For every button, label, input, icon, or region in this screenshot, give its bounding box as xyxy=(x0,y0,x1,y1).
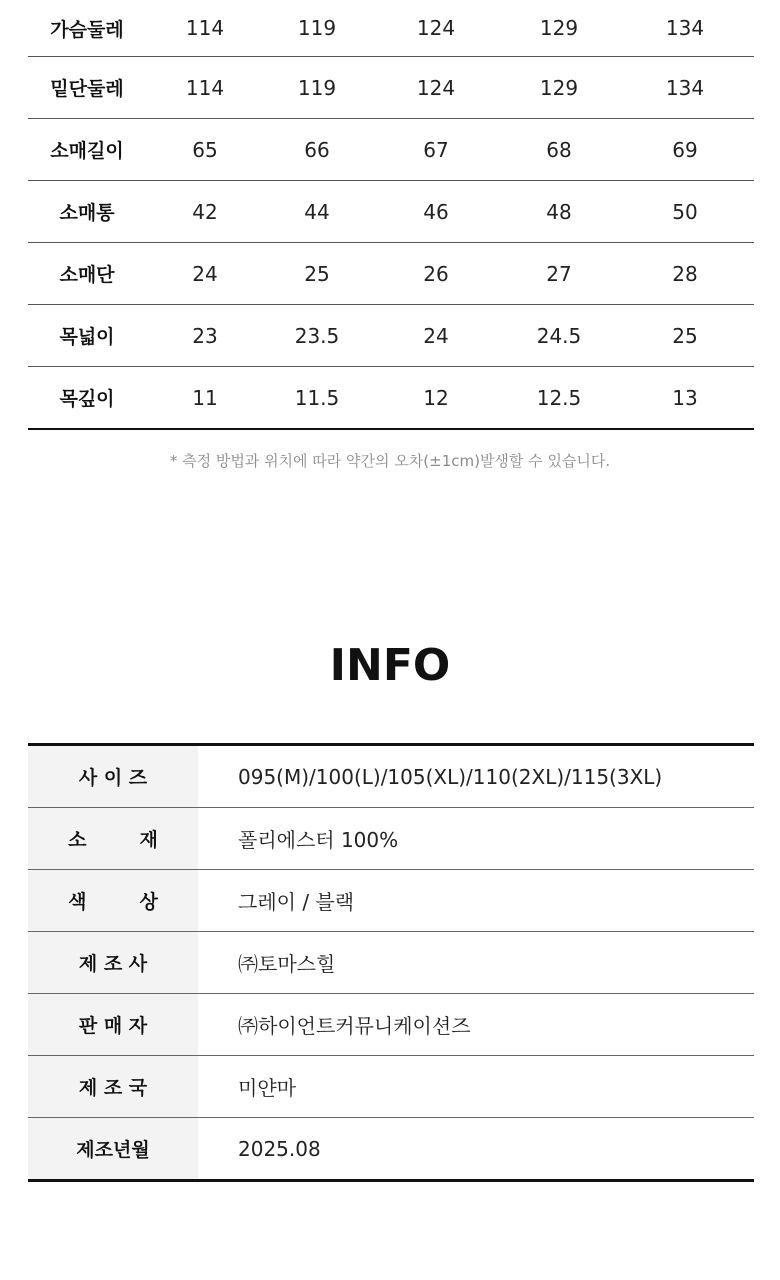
row-label: 밑단둘레 xyxy=(28,57,146,119)
size-cell: 24 xyxy=(146,243,264,305)
size-row-cuff xyxy=(28,243,754,305)
size-cell: 11.5 xyxy=(264,367,370,430)
size-cell: 134 xyxy=(616,57,754,119)
size-cell: 25 xyxy=(616,305,754,367)
size-cell: 50 xyxy=(616,181,754,243)
measurement-note: * 측정 방법과 위치에 따라 약간의 오차(±1cm)발생할 수 있습니다. xyxy=(169,452,611,470)
info-label-text: 색 상 xyxy=(68,891,158,913)
size-cell: 28 xyxy=(616,243,754,305)
size-cell: 13 xyxy=(616,367,754,430)
size-cell: 11 xyxy=(146,367,264,430)
size-cell: 129 xyxy=(502,0,616,57)
size-cell: 129 xyxy=(502,57,616,119)
row-label: 가슴둘레 xyxy=(28,0,146,57)
row-label: 소매단 xyxy=(28,243,146,305)
info-label-text: 사 이 즈 xyxy=(78,767,148,789)
info-label-text: 제조년월 xyxy=(76,1139,150,1161)
size-cell: 114 xyxy=(146,57,264,119)
info-label xyxy=(28,870,198,932)
info-label xyxy=(28,745,198,808)
size-cell: 124 xyxy=(370,57,502,119)
size-cell: 12 xyxy=(370,367,502,430)
size-cell: 66 xyxy=(264,119,370,181)
row-label: 목넓이 xyxy=(28,305,146,367)
size-cell: 134 xyxy=(616,0,754,57)
info-row-size xyxy=(28,745,754,808)
size-row-hem xyxy=(28,57,754,119)
info-value: ㈜토마스힐 xyxy=(198,932,754,994)
size-row-sleeve-length xyxy=(28,119,754,181)
info-value: 그레이 / 블랙 xyxy=(198,870,754,932)
info-row-country xyxy=(28,1056,754,1118)
info-label xyxy=(28,808,198,870)
size-cell: 44 xyxy=(264,181,370,243)
size-cell: 46 xyxy=(370,181,502,243)
size-table xyxy=(28,0,754,430)
size-cell: 12.5 xyxy=(502,367,616,430)
size-row-chest xyxy=(28,0,754,57)
info-label xyxy=(28,932,198,994)
size-cell: 25 xyxy=(264,243,370,305)
row-label: 목깊이 xyxy=(28,367,146,430)
size-row-sleeve-width xyxy=(28,181,754,243)
info-row-seller xyxy=(28,994,754,1056)
info-value: 폴리에스터 100% xyxy=(198,808,754,870)
size-cell: 26 xyxy=(370,243,502,305)
info-table xyxy=(28,743,754,1182)
info-value: 095(M)/100(L)/105(XL)/110(2XL)/115(3XL) xyxy=(198,745,754,808)
size-cell: 42 xyxy=(146,181,264,243)
row-label: 소매통 xyxy=(28,181,146,243)
info-label-text: 제 조 사 xyxy=(78,953,148,975)
info-value: 2025.08 xyxy=(198,1118,754,1181)
info-label xyxy=(28,1056,198,1118)
info-label-text: 제 조 국 xyxy=(78,1077,148,1099)
info-value: 미얀마 xyxy=(198,1056,754,1118)
size-cell: 24 xyxy=(370,305,502,367)
size-cell: 119 xyxy=(264,57,370,119)
size-row-neck-depth xyxy=(28,367,754,430)
info-value: ㈜하이언트커뮤니케이션즈 xyxy=(198,994,754,1056)
info-row-manufacturer xyxy=(28,932,754,994)
info-label-text: 판 매 자 xyxy=(78,1015,148,1037)
info-label xyxy=(28,994,198,1056)
info-row-material xyxy=(28,808,754,870)
size-cell: 67 xyxy=(370,119,502,181)
size-cell: 24.5 xyxy=(502,305,616,367)
size-cell: 114 xyxy=(146,0,264,57)
size-cell: 27 xyxy=(502,243,616,305)
info-row-color xyxy=(28,870,754,932)
size-row-neck-width xyxy=(28,305,754,367)
size-cell: 119 xyxy=(264,0,370,57)
info-label-text: 소 재 xyxy=(68,829,158,851)
size-cell: 23 xyxy=(146,305,264,367)
info-row-manufacture-date xyxy=(28,1118,754,1181)
size-cell: 124 xyxy=(370,0,502,57)
size-cell: 48 xyxy=(502,181,616,243)
row-label: 소매길이 xyxy=(28,119,146,181)
size-cell: 65 xyxy=(146,119,264,181)
size-cell: 69 xyxy=(616,119,754,181)
size-cell: 68 xyxy=(502,119,616,181)
info-label xyxy=(28,1118,198,1181)
info-title: INFO xyxy=(329,640,451,691)
size-cell: 23.5 xyxy=(264,305,370,367)
